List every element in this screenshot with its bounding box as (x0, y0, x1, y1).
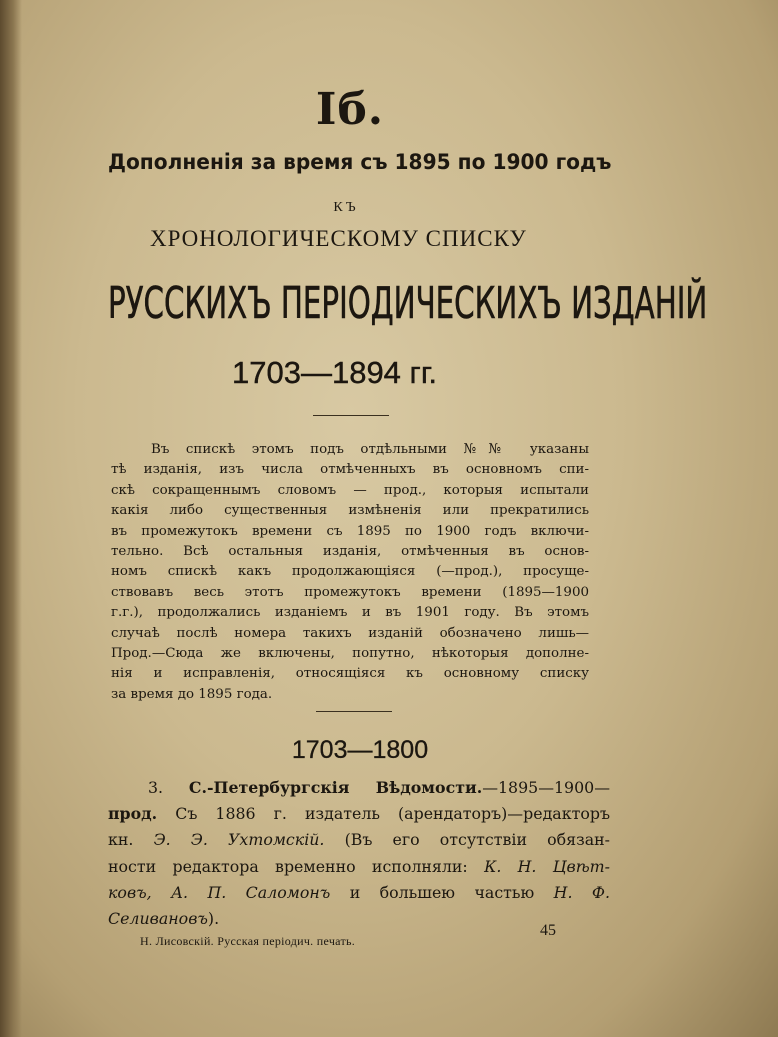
entry-line (108, 854, 610, 880)
entry-person-name: Э. Э. Ухтомскій. (153, 830, 325, 850)
section-number: Іб. (315, 84, 385, 135)
divider-rule (316, 711, 392, 712)
intro-line: въ промежутокъ времени съ 1895 по 1900 годъ включи- (111, 523, 589, 539)
intro-line: случаѣ послѣ номера такихъ изданій обозначено лишь— (111, 625, 589, 641)
subtitle: Дополненія за время съ 1895 по 1900 годъ (108, 150, 612, 174)
entry-years: —1895—1900— (482, 778, 610, 797)
intro-line: Прод.—Сюда же включены, попутно, нѣкоторыя дополне- (111, 646, 589, 662)
years-range: 1703—1894 гг. (232, 355, 437, 390)
entry-line (108, 880, 610, 906)
intro-line: тельно. Всѣ остальныя изданія, отмѣченныя въ основ- (111, 544, 589, 560)
entry-line (108, 827, 610, 853)
section-heading: 1703—1800 (291, 736, 429, 764)
entry-status: прод. (108, 804, 158, 824)
intro-line: скѣ сокращеннымъ словомъ — прод., которыя испытали (111, 482, 589, 498)
entry-person-name: Н. Ф. (553, 882, 610, 902)
book-spine-shadow (0, 0, 22, 1037)
entry-number: 3. (148, 778, 164, 797)
chronological-list-heading: ХРОНОЛОГИЧЕСКОМУ СПИСКУ (150, 226, 527, 251)
entry-title: С.-Петербургскія Вѣдомости. (188, 778, 483, 797)
intro-line: ствовавъ весь этотъ промежутокъ времени (1895—1900 (111, 584, 589, 600)
entry-person-name: Селивановъ (108, 909, 208, 929)
intro-line: г.г.), продолжались изданіемъ и въ 1901 году. Въ этомъ (111, 605, 589, 621)
entry-text: ности редактора временно исполняли: (108, 856, 468, 876)
divider-rule (313, 415, 389, 416)
entry-text: ). (207, 909, 220, 929)
entry-text: Съ 1886 г. издатель (арендаторъ)—редакторъ (175, 804, 610, 824)
entry-text: кн. (108, 830, 134, 850)
intro-line: Въ спискѣ этомъ подъ отдѣльными №№ указаны (151, 442, 589, 457)
intro-line: номъ спискѣ какъ продолжающіяся (—прод.), просуще- (111, 564, 589, 580)
entry-3 (108, 775, 610, 932)
entry-text: и большею частью (349, 882, 535, 902)
entry-person-name: ковъ, А. П. Саломонъ (108, 882, 331, 902)
entry-line (108, 775, 610, 801)
intro-line: за время до 1895 года. (111, 686, 273, 702)
intro-line: тѣ изданія, изъ числа отмѣченныхъ въ основномъ спи- (111, 462, 589, 478)
entry-line (108, 801, 610, 827)
entry-text: (Въ его отсутствіи обязан- (344, 830, 610, 850)
intro-line: нія и исправленія, относящіяся къ основному списку (111, 666, 589, 682)
footer-signature: Н. Лисовскій. Русская періодич. печать. (140, 934, 356, 948)
entry-line (108, 906, 610, 932)
intro-paragraph (111, 440, 589, 705)
entry-person-name: К. Н. Цвѣт- (484, 856, 610, 876)
main-title: РУССКИХЪ ПЕРІОДИЧЕСКИХЪ ИЗДАНІЙ (108, 278, 708, 329)
intro-line: какія либо существенныя измѣненія или прекратились (111, 503, 589, 519)
connector-word: КЪ (333, 200, 359, 215)
page-number: 45 (540, 922, 556, 939)
